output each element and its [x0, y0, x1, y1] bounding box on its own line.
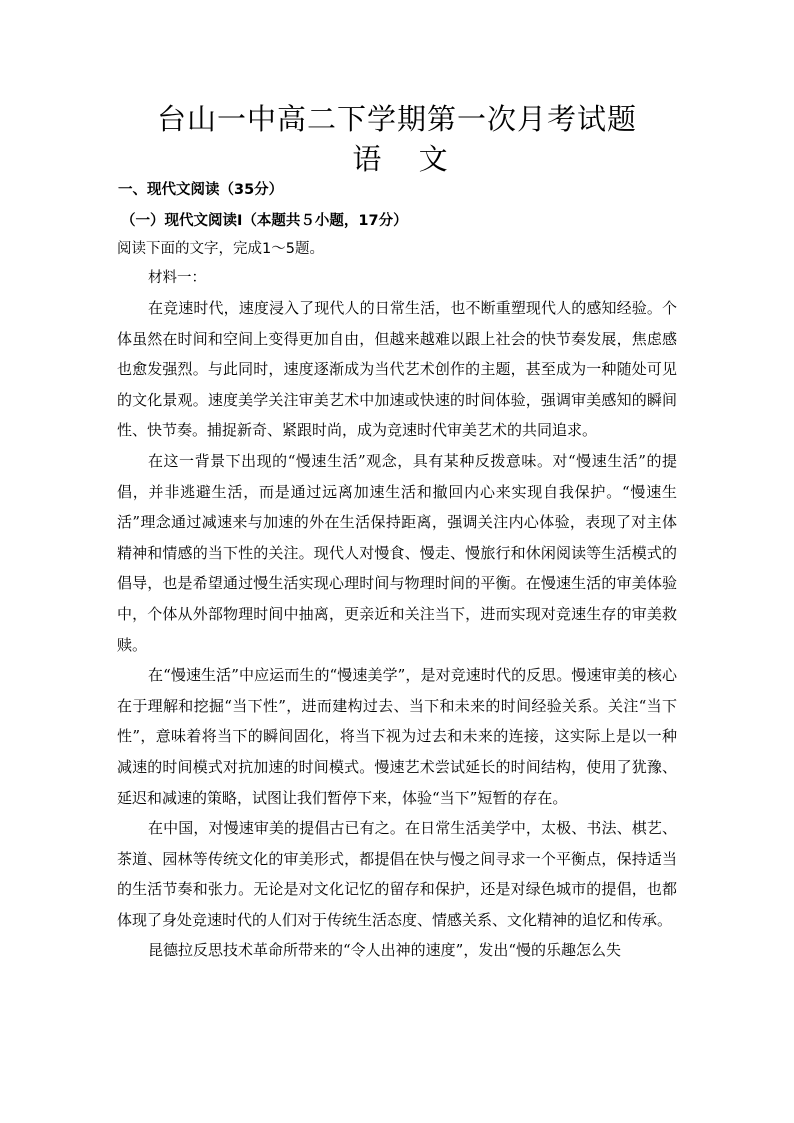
subject-title: 语 文	[352, 142, 462, 176]
passage-paragraph: 在“慢速生活”中应运而生的“慢速美学”，是对竞速时代的反思。慢速审美的核心在于理解和挖掘“当下性”，进而建构过去、当下和未来的时间经验关系。关注“当下性”，意味着将当下的瞬间固化，将当下视为过去和未来的连接，这实际上是以一种减速的时间模式对抗加速的时间模式。慢速艺术尝试延长的时间结构，使用了犹豫、延迟和减速的策略，试图让我们暂停下来，体验“当下”短暂的存在。	[117, 666, 677, 807]
exam-title: 台山一中高二下学期第一次月考试题	[156, 102, 637, 136]
section-heading-modern-reading: 一、现代文阅读（35分）	[118, 182, 284, 198]
passage-paragraph: 在这一背景下出现的“慢速生活”观念，具有某种反拨意味。对“慢速生活”的提倡，并非逃避生活，而是通过远离加速生活和撤回内心来实现自我保护。“慢速生活”理念通过减速来与加速的外在生活保持距离，强调关注内心体验，表现了对主体精神和情感的当下性的关注。现代人对慢食、慢走、慢旅行和休闲阅读等生活模式的倡导，也是希望通过慢生活实现心理时间与物理时间的平衡。在慢速生活的审美体验中，个体从外部物理时间中抽离，更亲近和关注当下，进而实现对竞速生存的审美救赎。	[117, 451, 677, 654]
passage-paragraph: 在中国，对慢速审美的提倡古已有之。在日常生活美学中，太极、书法、棋艺、茶道、园林等传统文化的审美形式，都提倡在快与慢之间寻求一个平衡点，保持适当的生活节奏和张力。无论是对文化记忆的留存和保护，还是对绿色城市的提倡，也都体现了身处竞速时代的人们对于传统生活态度、情感关系、文化精神的追忆和传承。	[117, 819, 677, 929]
reading-instruction: 阅读下面的文字，完成1～5题。	[117, 241, 324, 257]
material-label: 材料一：	[148, 270, 206, 286]
passage-body	[117, 293, 677, 966]
passage-paragraph: 昆德拉反思技术革命所带来的“令人出神的速度”，发出“慢的乐趣怎么失	[148, 941, 622, 960]
subsection-heading: （一）现代文阅读Ⅰ（本题共５小题，17分）	[121, 213, 408, 229]
passage-paragraph: 在竞速时代，速度浸入了现代人的日常生活，也不断重塑现代人的感知经验。个体虽然在时间和空间上变得更加自由，但越来越难以跟上社会的快节奏发展，焦虑感也愈发强烈。与此同时，速度逐渐成为当代艺术创作的主题，甚至成为一种随处可见的文化景观。速度美学关注审美艺术中加速或快速的时间体验，强调审美感知的瞬间性、快节奏。捕捉新奇、紧跟时尚，成为竞速时代审美艺术的共同追求。	[117, 299, 677, 440]
